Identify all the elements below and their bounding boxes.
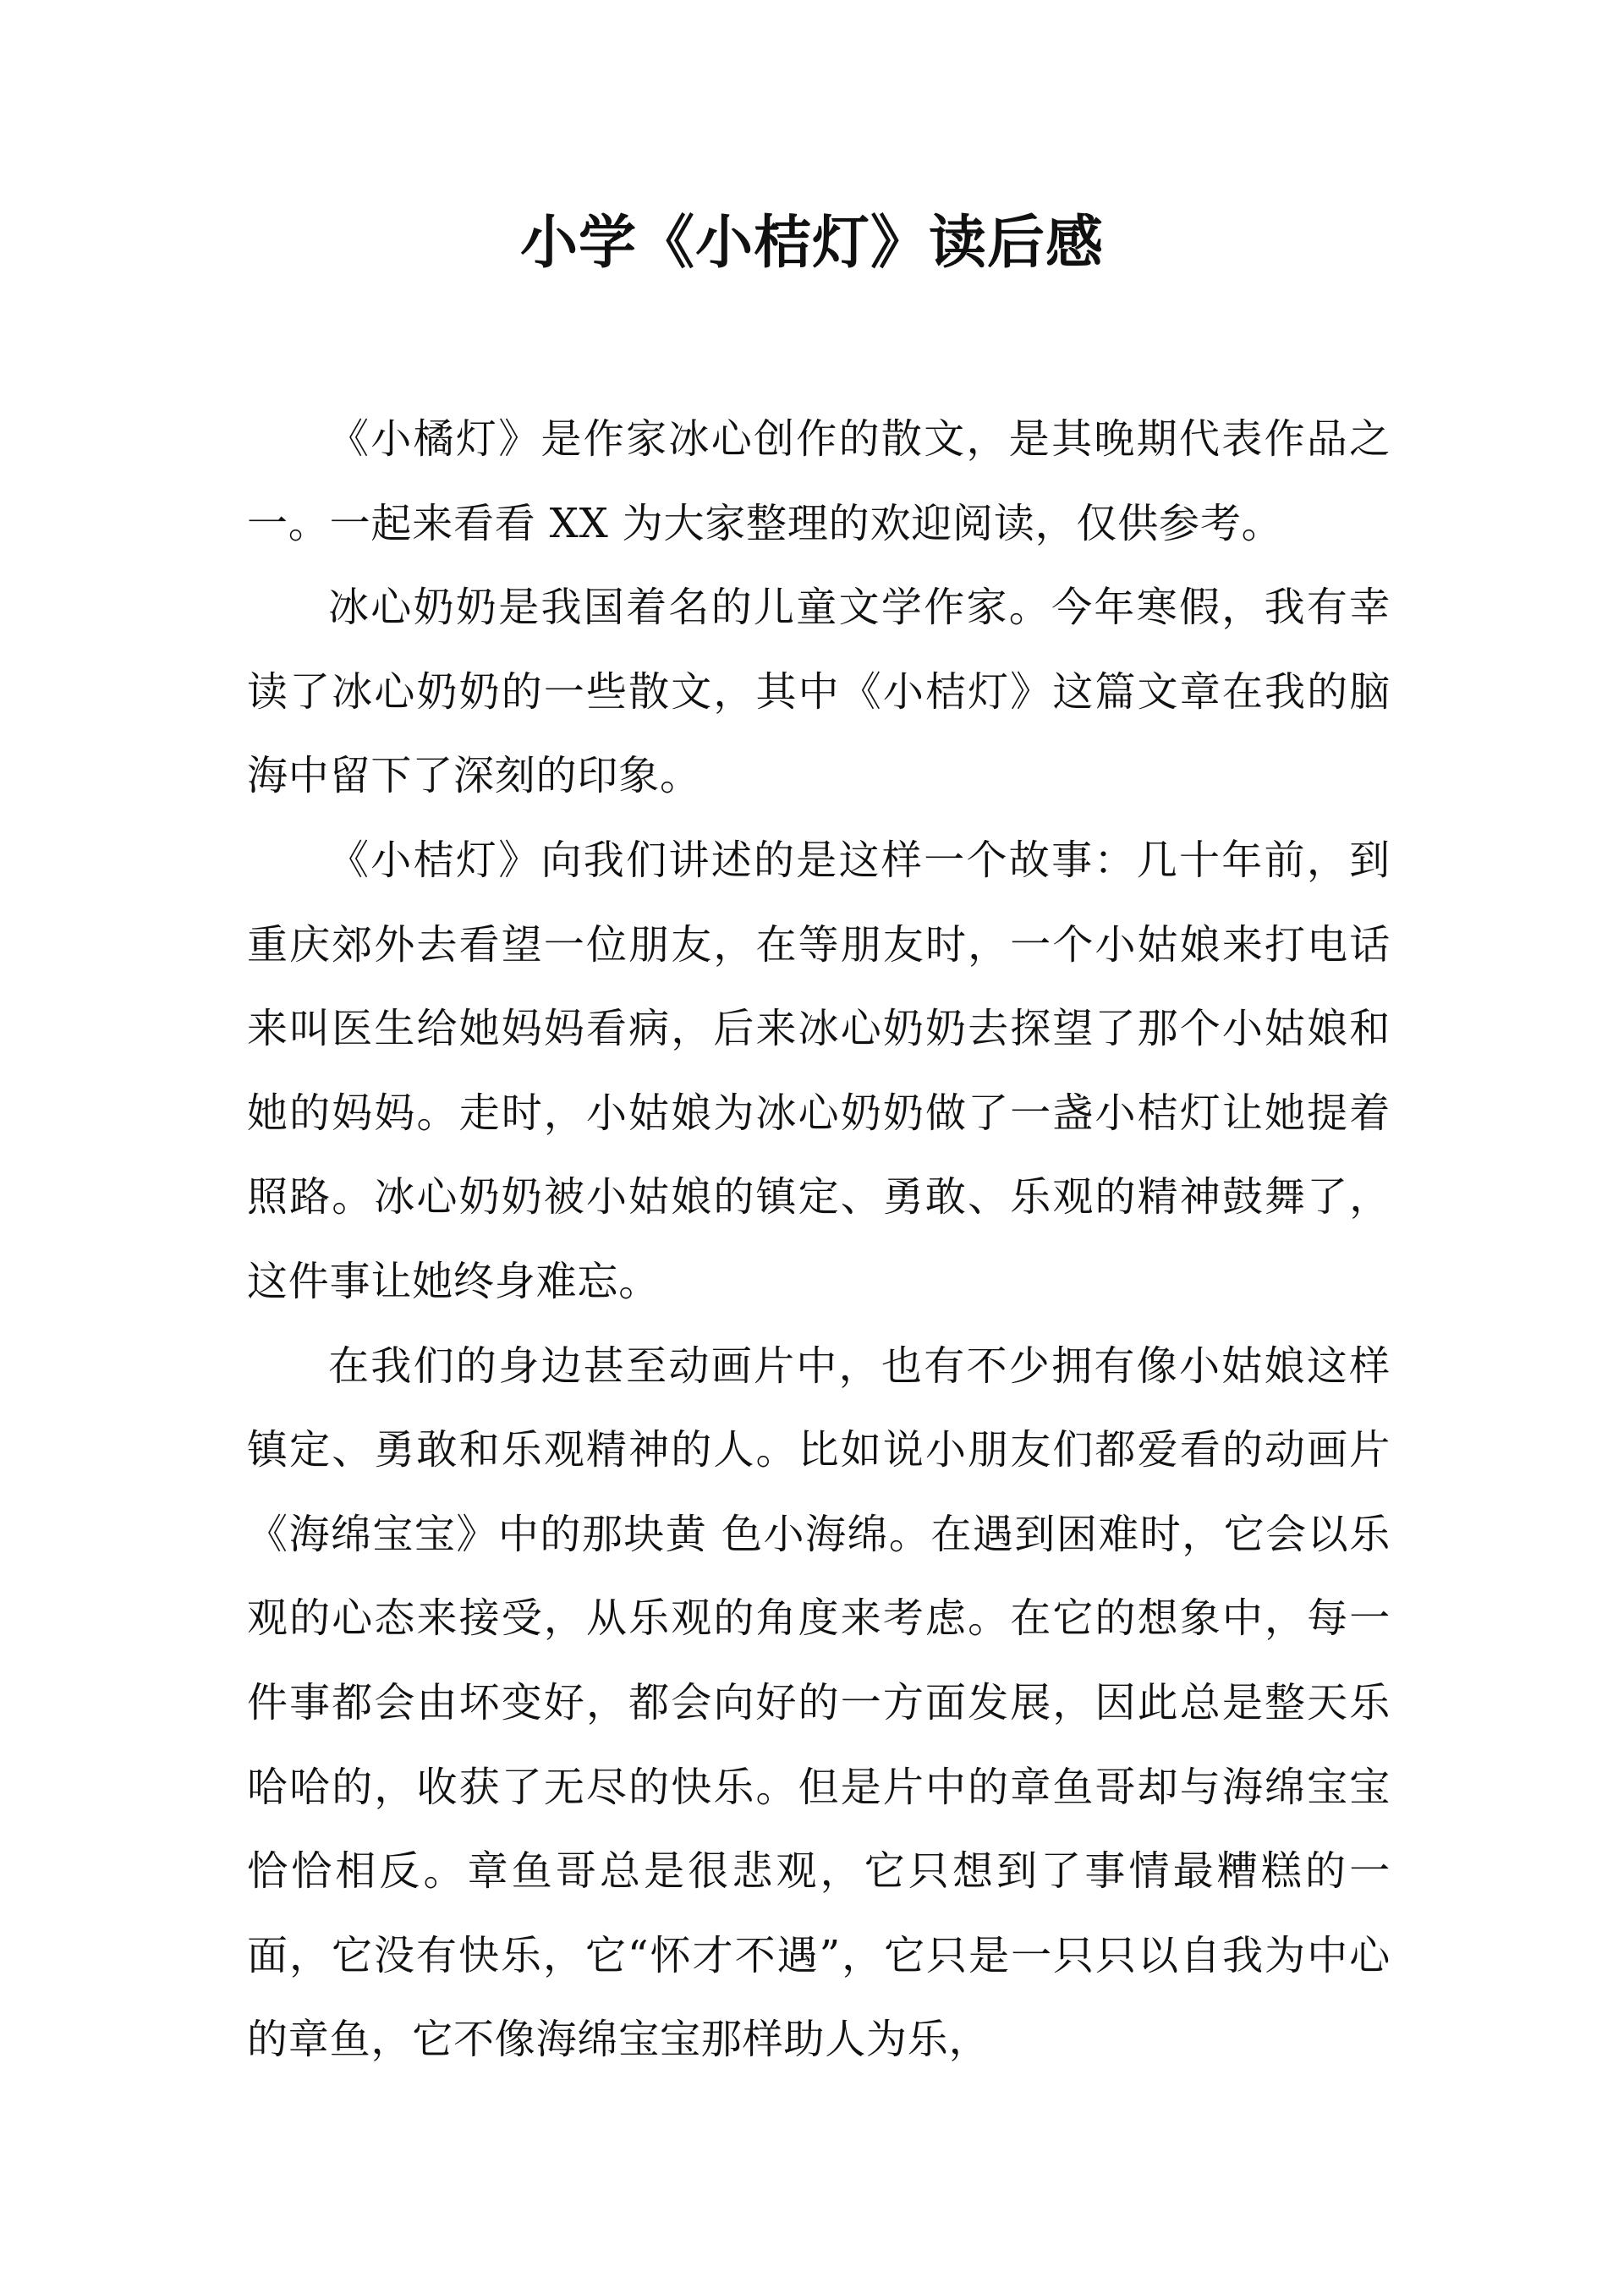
document-body xyxy=(247,398,1391,2083)
paragraph-reflection: 在我们的身边甚至动画片中，也有不少拥有像小姑娘这样镇定、勇敢和乐观精神的人。比如说小朋友们都爱看的动画片《海绵宝宝》中的那块黄 色小海绵。在遇到困难时，它会以乐观的心态来接受，从乐观的角度来考虑。在它的想象中，每一件事都会由坏变好，都会向好的一方面发展，因此总是整天乐哈哈的，收获了无尽的快乐。但是片中的章鱼哥却与海绵宝宝恰恰相反。章鱼哥总是很悲观，它只想到了事情最糟糕的一面，它没有快乐，它“怀才不遇”，它只是一只只以自我为中心的章鱼，它不像海绵宝宝那样助人为乐， xyxy=(247,1342,1391,2064)
paragraph-author: 冰心奶奶是我国着名的儿童文学作家。今年寒假，我有幸读了冰心奶奶的一些散文，其中《小桔灯》这篇文章在我的脑海中留下了深刻的印象。 xyxy=(247,584,1391,800)
document-title: 小学《小桔灯》读后感 xyxy=(519,210,1104,277)
paragraph-story: 《小桔灯》向我们讲述的是这样一个故事：几十年前，到重庆郊外去看望一位朋友，在等朋友时，一个小姑娘来打电话来叫医生给她妈妈看病，后来冰心奶奶去探望了那个小姑娘和她的妈妈。走时，小姑娘为冰心奶奶做了一盏小桔灯让她提着照路。冰心奶奶被小姑娘的镇定、勇敢、乐观的精神鼓舞了，这件事让她终身难忘。 xyxy=(247,836,1391,1305)
paragraph-intro: 《小橘灯》是作家冰心创作的散文，是其晚期代表作品之一。一起来看看 XX 为大家整理的欢迎阅读，仅供参考。 xyxy=(247,415,1391,547)
